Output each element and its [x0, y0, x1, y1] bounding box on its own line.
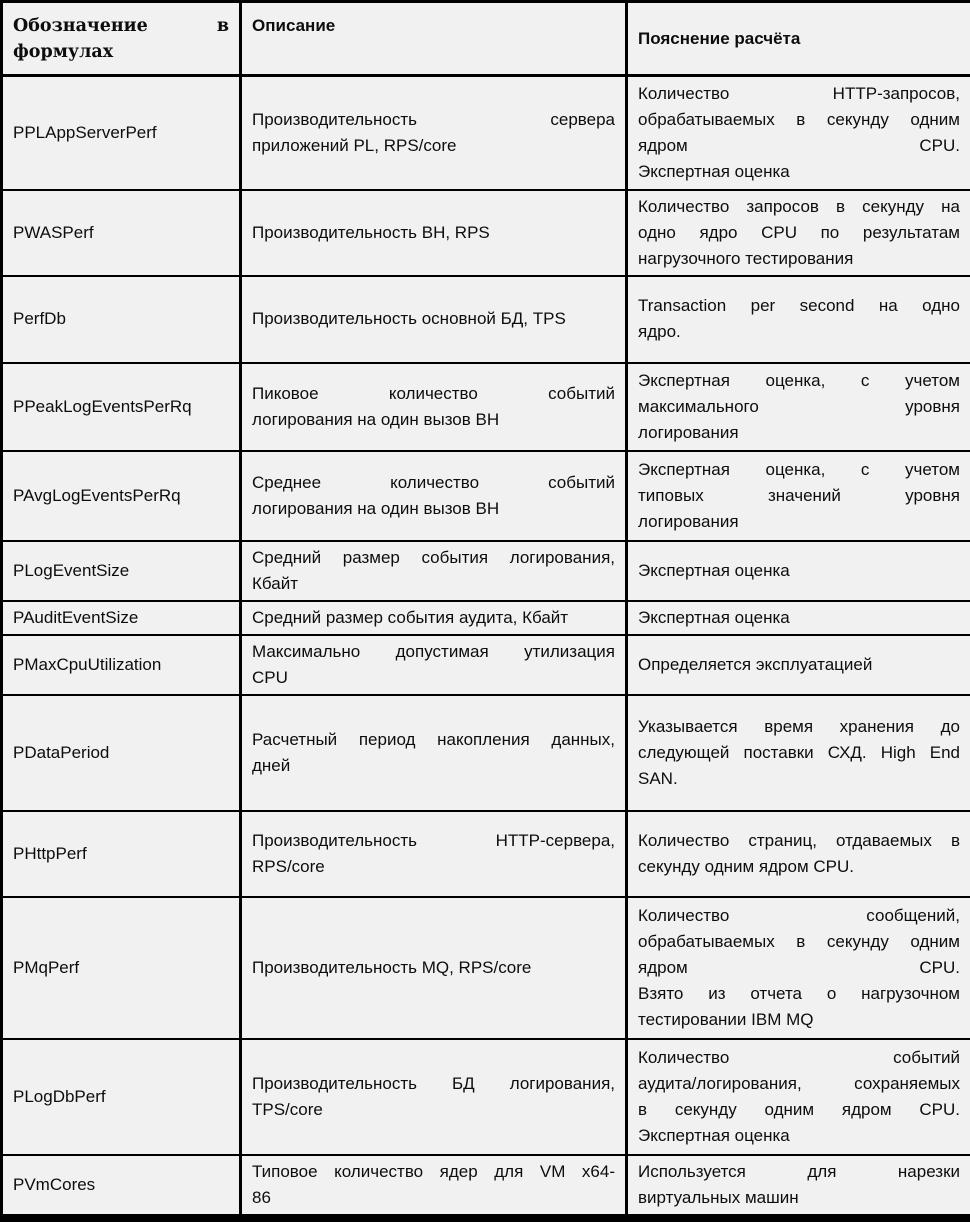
text-line: нагрузочного тестирования [638, 246, 960, 272]
text-line: Количество HTTP-запросов, [638, 81, 960, 107]
table-row [2, 897, 970, 1039]
text-line: Производительность ВН, RPS [252, 220, 615, 246]
param-name-cell: PPLAppServerPerf [2, 76, 241, 190]
explanation-cell [627, 1155, 970, 1218]
text-line: обрабатываемых в секунду одним [638, 107, 960, 133]
text-line: Количество страниц, отдаваемых в [638, 828, 960, 854]
table-row [2, 276, 970, 363]
explanation-cell [627, 451, 970, 541]
header-row [2, 2, 970, 76]
description-cell [241, 451, 627, 541]
text-line: Экспертная оценка, с учетом [638, 368, 960, 394]
text-line: ядро. [638, 319, 960, 345]
explanation-cell [627, 190, 970, 276]
text-line: CPU [252, 665, 615, 691]
description-cell [241, 276, 627, 363]
table-body [2, 76, 970, 1218]
text-line: Типовое количество ядер для VM x64- [252, 1159, 615, 1185]
param-name-cell: PMaxCpuUtilization [2, 635, 241, 695]
description-cell [241, 1039, 627, 1155]
explanation-cell [627, 601, 970, 635]
table-row [2, 541, 970, 601]
text-line: типовых значений уровня [638, 483, 960, 509]
text-line: Обозначение в [13, 13, 229, 39]
text-line: Количество сообщений, [638, 903, 960, 929]
text-line: логирования [638, 509, 960, 535]
description-cell [241, 363, 627, 451]
header-explanation [627, 2, 970, 76]
text-line: Количество событий [638, 1045, 960, 1071]
text-line: обрабатываемых в секунду одним [638, 929, 960, 955]
description-cell [241, 541, 627, 601]
text-line: следующей поставки СХД. High End [638, 740, 960, 766]
text-line: Производительность MQ, RPS/core [252, 955, 615, 981]
explanation-cell [627, 276, 970, 363]
text-line: Кбайт [252, 571, 615, 597]
text-line: Взято из отчета о нагрузочном [638, 981, 960, 1007]
text-line: логирования на один вызов ВН [252, 407, 615, 433]
text-line: Transaction per second на одно [638, 293, 960, 319]
table-row [2, 635, 970, 695]
text-line: Экспертная оценка, с учетом [638, 457, 960, 483]
table-row [2, 1039, 970, 1155]
table-row [2, 190, 970, 276]
explanation-cell [627, 363, 970, 451]
text-line: Максимально допустимая утилизация [252, 639, 615, 665]
param-name-cell: PPeakLogEventsPerRq [2, 363, 241, 451]
param-name-cell: PLogDbPerf [2, 1039, 241, 1155]
text-line: SAN. [638, 766, 960, 792]
param-name-cell: PerfDb [2, 276, 241, 363]
table-row [2, 1155, 970, 1218]
explanation-cell [627, 1039, 970, 1155]
text-line: Производительность сервера [252, 107, 615, 133]
table-row [2, 363, 970, 451]
text-line: Указывается время хранения до [638, 714, 960, 740]
description-cell [241, 897, 627, 1039]
text-line: Экспертная оценка [638, 558, 960, 584]
explanation-cell [627, 897, 970, 1039]
param-name-cell: PHttpPerf [2, 811, 241, 897]
param-name-cell: PLogEventSize [2, 541, 241, 601]
text-line: аудита/логирования, сохраняемых [638, 1071, 960, 1097]
text-line: Экспертная оценка [638, 1123, 960, 1149]
text-line: дней [252, 753, 615, 779]
explanation-cell [627, 541, 970, 601]
text-line: Производительность БД логирования, [252, 1071, 615, 1097]
text-line: Производительность основной БД, TPS [252, 306, 615, 332]
text-line: ядром CPU. [638, 955, 960, 981]
table-row [2, 451, 970, 541]
text-line: Среднее количество событий [252, 470, 615, 496]
text-line: Производительность HTTP-сервера, [252, 828, 615, 854]
param-name-cell: PMqPerf [2, 897, 241, 1039]
explanation-cell [627, 76, 970, 190]
param-name-cell: PDataPeriod [2, 695, 241, 811]
text-line: TPS/core [252, 1097, 615, 1123]
text-line: Количество запросов в секунду на [638, 194, 960, 220]
param-name-cell: PWASPerf [2, 190, 241, 276]
param-name-cell: PAvgLogEventsPerRq [2, 451, 241, 541]
table-row [2, 601, 970, 635]
table-row [2, 695, 970, 811]
text-line: логирования [638, 420, 960, 446]
param-name-cell: PAuditEventSize [2, 601, 241, 635]
text-line: Определяется эксплуатацией [638, 652, 960, 678]
header-description [241, 2, 627, 76]
text-line: ядром CPU. [638, 133, 960, 159]
description-cell [241, 1155, 627, 1218]
header-designation [2, 2, 241, 76]
text-line: Пояснение расчёта [638, 26, 960, 52]
text-line: приложений PL, RPS/core [252, 133, 615, 159]
param-name-cell: PVmCores [2, 1155, 241, 1218]
text-line: Расчетный период накопления данных, [252, 727, 615, 753]
description-cell [241, 190, 627, 276]
text-line: Средний размер события логирования, [252, 545, 615, 571]
text-line: Средний размер события аудита, Кбайт [252, 605, 615, 631]
text-line: Используется для нарезки [638, 1159, 960, 1185]
table-row [2, 76, 970, 190]
explanation-cell [627, 635, 970, 695]
description-cell [241, 76, 627, 190]
text-line: тестировании IBM MQ [638, 1007, 960, 1033]
explanation-cell [627, 695, 970, 811]
description-cell [241, 635, 627, 695]
text-line: секунду одним ядром CPU. [638, 854, 960, 880]
text-line: в секунду одним ядром CPU. [638, 1097, 960, 1123]
text-line: Экспертная оценка [638, 605, 960, 631]
text-line: формулах [13, 39, 229, 65]
text-line: максимального уровня [638, 394, 960, 420]
text-line: Пиковое количество событий [252, 381, 615, 407]
text-line: логирования на один вызов ВН [252, 496, 615, 522]
description-cell [241, 601, 627, 635]
description-cell [241, 811, 627, 897]
description-cell [241, 695, 627, 811]
table-header [2, 2, 970, 76]
text-line: виртуальных машин [638, 1185, 960, 1211]
explanation-cell [627, 811, 970, 897]
text-line: 86 [252, 1185, 615, 1211]
text-line: одно ядро CPU по результатам [638, 220, 960, 246]
text-line: RPS/core [252, 854, 615, 880]
text-line: Экспертная оценка [638, 159, 960, 185]
text-line: Описание [252, 13, 615, 39]
table-row [2, 811, 970, 897]
